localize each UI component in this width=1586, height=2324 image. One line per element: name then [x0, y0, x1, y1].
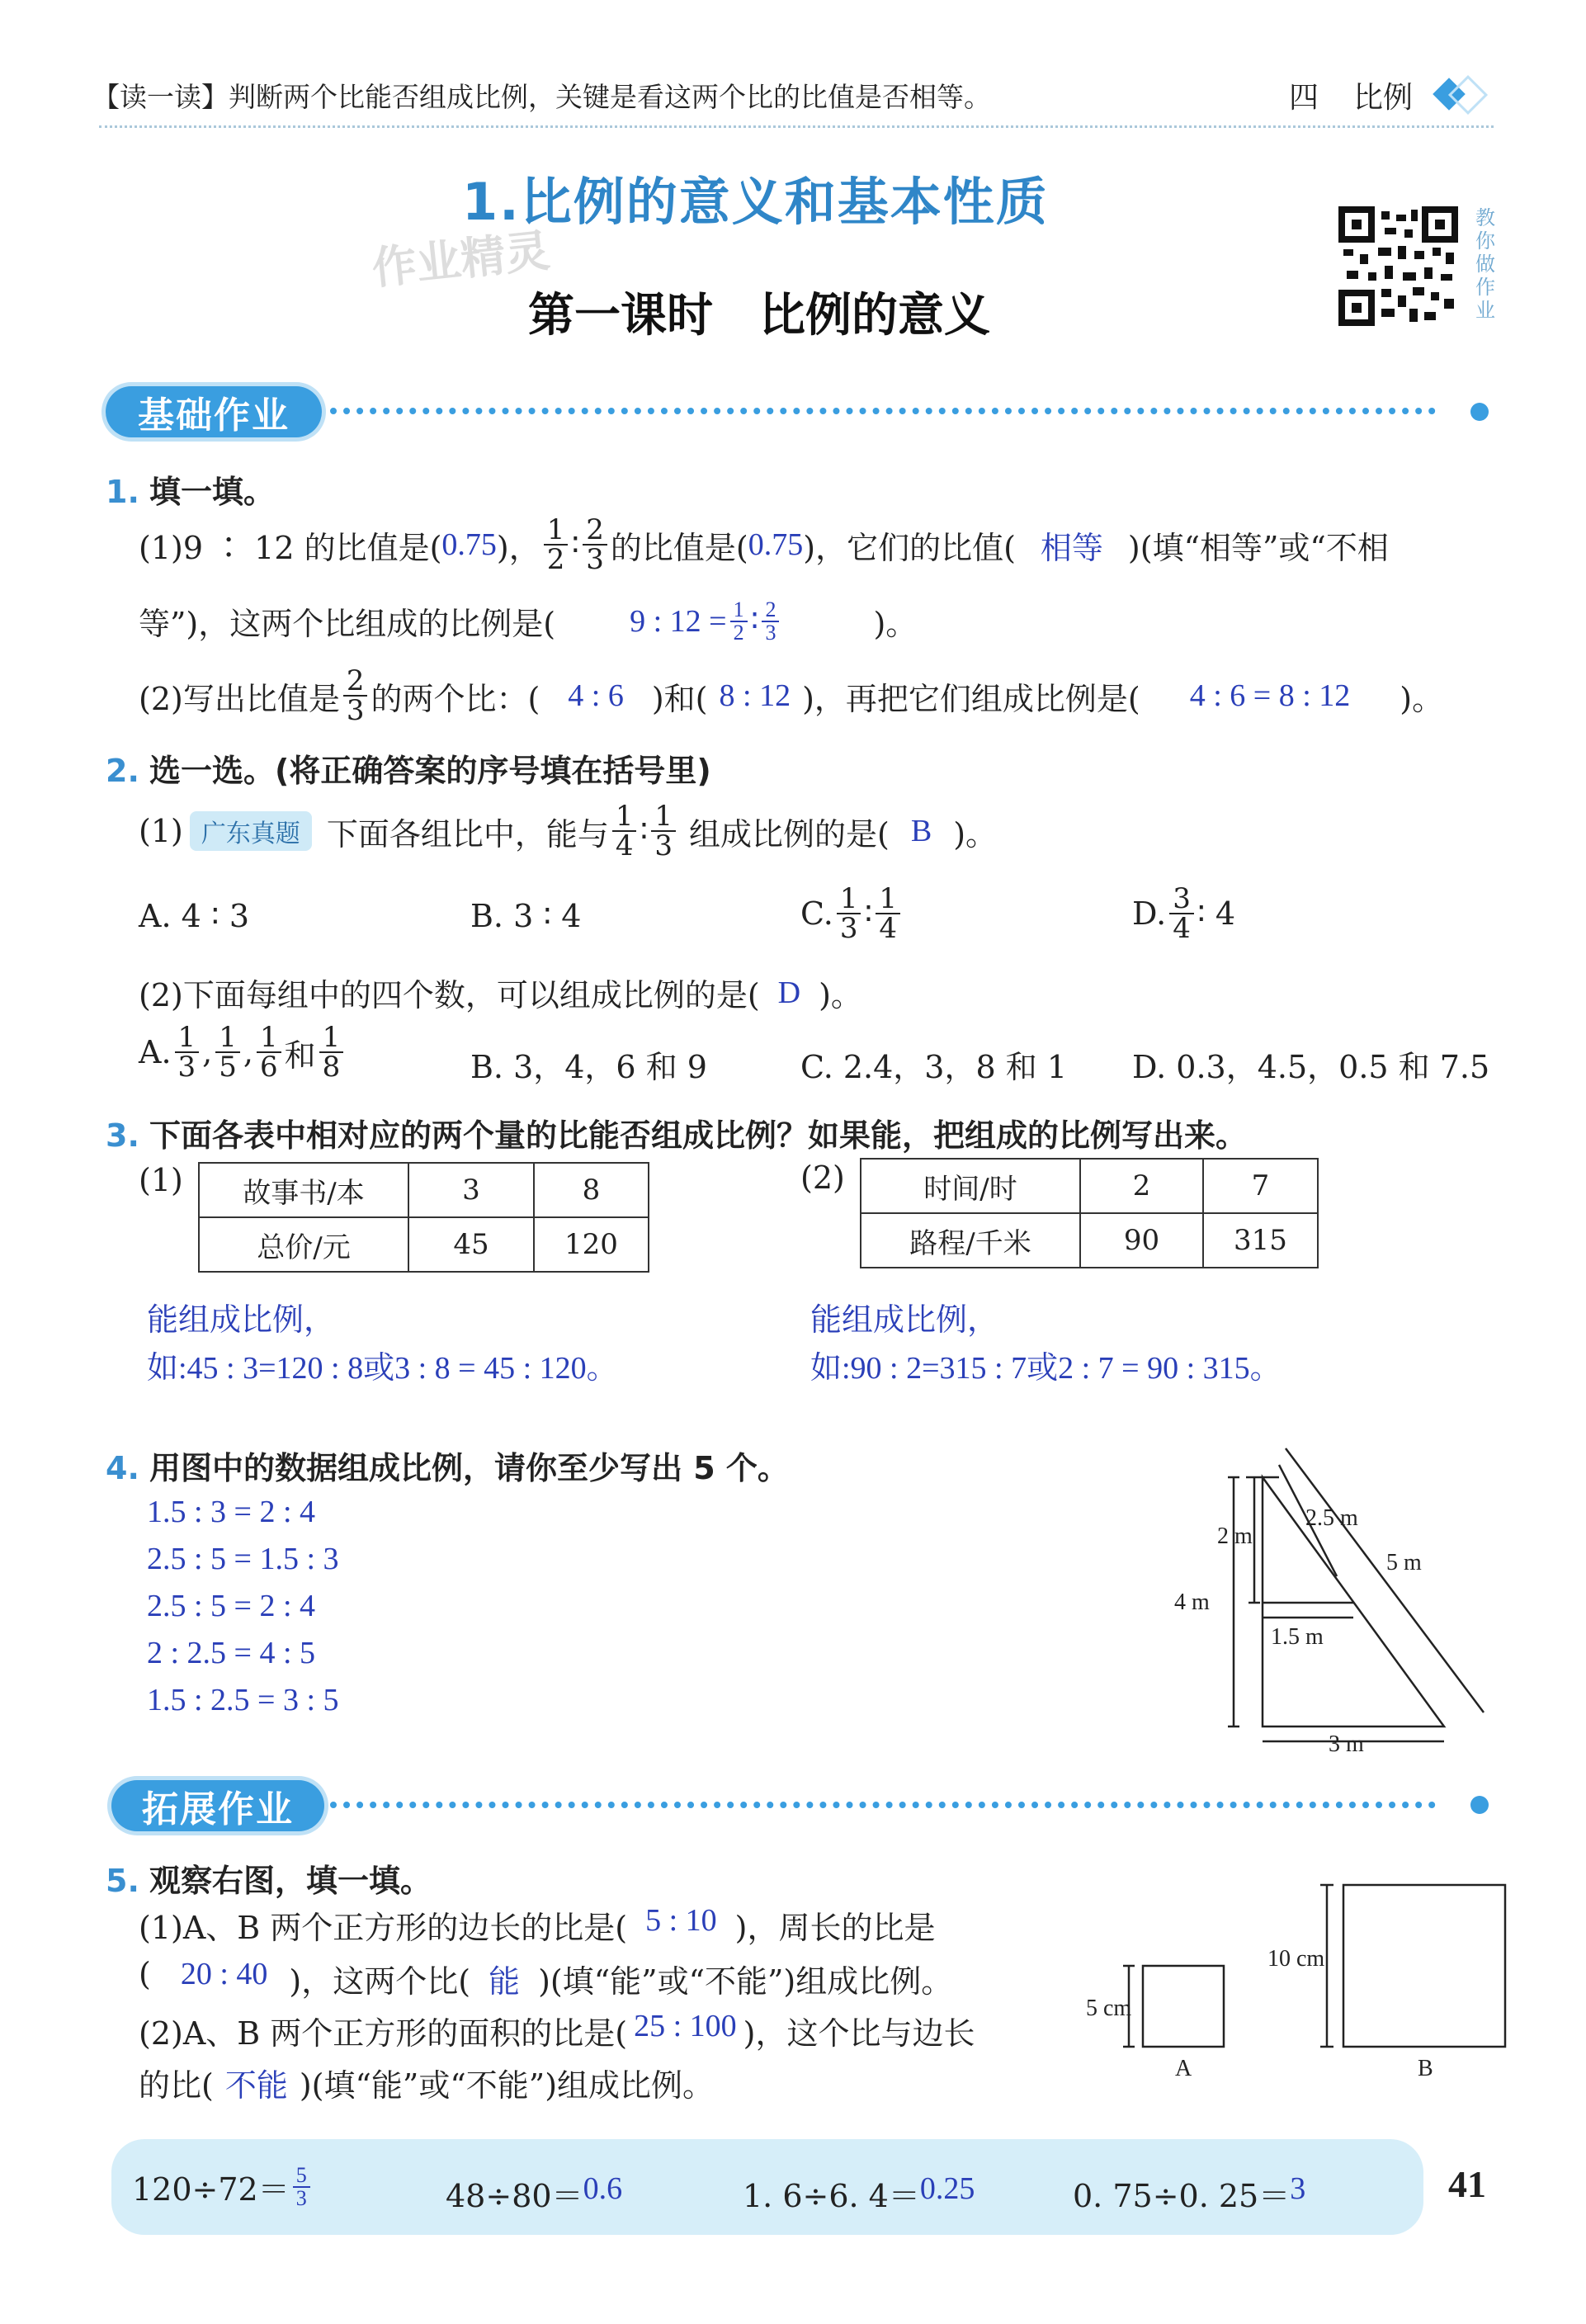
- fig-label-4m: 4 m: [1174, 1589, 1210, 1615]
- q2-p2-frac-3: $\frac{1}{6}$: [257, 1023, 281, 1081]
- footer-calc-3-answer[interactable]: 0.25: [919, 2171, 975, 2206]
- q2-part1: [139, 802, 997, 860]
- footer-calc-4-expr: 0. 75÷0. 25＝: [1073, 2178, 1291, 2214]
- footer-calc-3-expr: 1. 6÷6. 4＝: [743, 2178, 920, 2214]
- q2-p1-answer[interactable]: B: [910, 814, 932, 848]
- footer-calc-2-expr: 48÷80＝: [446, 2178, 583, 2214]
- fig-label-1-5m: 1.5 m: [1271, 1624, 1324, 1650]
- q1-part2: [139, 664, 1444, 727]
- q1-p1-fraction-2: $\frac{2}{3}$: [583, 516, 607, 574]
- diamond-outline-icon: [1448, 75, 1488, 115]
- footer-calc-3: [743, 2170, 975, 2216]
- qr-caption: 教你做作业: [1475, 206, 1495, 322]
- q2-p1-text-d: )。: [953, 815, 998, 853]
- q1-p1-text-c: 的比值是(: [610, 529, 748, 566]
- table-cell: 8: [534, 1163, 649, 1217]
- q1-p1-line2-end: )。: [873, 606, 918, 642]
- q3-answer1-line2[interactable]: 如:45 : 3=120 : 8或3 : 8 = 45 : 120。: [147, 1351, 618, 1386]
- q5-p2-text-c: 的比(: [139, 2067, 214, 2104]
- q5-p1-text-e: )(填“能”或“不能”)组成比例。: [538, 1963, 953, 2000]
- q5-p1-answer-can[interactable]: 能: [489, 1965, 521, 2000]
- q5-heading: [106, 1855, 432, 1901]
- q1-p1-answer-proportion[interactable]: 9 : 12 =: [630, 603, 727, 639]
- q5-part1-line1: [139, 1902, 936, 1948]
- section-extended-dot-end: [1470, 1796, 1489, 1814]
- q2-p1-option-c-label: C.: [800, 895, 833, 932]
- q3-answer1-line1[interactable]: 能组成比例，: [147, 1303, 336, 1338]
- q5-squares-figure: [1073, 1873, 1518, 2088]
- q5-title: 观察右图，填一填。: [149, 1863, 432, 1899]
- table-cell: 315: [1203, 1213, 1318, 1268]
- q2-p1-option-d-tail: ∶ 4: [1197, 895, 1235, 932]
- q5-p2-answer-area[interactable]: 25 : 100: [634, 2009, 737, 2043]
- q4-answer-5[interactable]: 1.5 : 2.5 = 3 : 5: [147, 1683, 339, 1717]
- square-b: [1343, 1885, 1505, 2047]
- unit-title: 比例: [1353, 81, 1414, 115]
- q1-p1-line2-text: 等”)，这两个比组成的比例是(: [139, 606, 556, 642]
- q5-part2-line1: [139, 2008, 975, 2053]
- q1-p1-answer-colon: ∶: [750, 604, 759, 639]
- page-number: 41: [1448, 2163, 1486, 2205]
- q1-p1-text-b: )，: [496, 529, 540, 566]
- q1-p2-text-b: 的两个比：(: [371, 680, 540, 717]
- q2-number: 2.: [106, 753, 139, 789]
- q5-p1-answer-perimeter[interactable]: 20 : 40: [180, 1957, 268, 1991]
- footer-calc-2: [446, 2170, 622, 2216]
- table-cell: 2: [1080, 1159, 1203, 1213]
- q1-p1-answer-ratio[interactable]: 0.75: [441, 527, 497, 562]
- table-cell: 45: [408, 1217, 534, 1272]
- q4-title: 用图中的数据组成比例，请你至少写出 5 个。: [149, 1450, 789, 1486]
- section-extended-dots: [330, 1802, 1436, 1808]
- table-cell: 3: [408, 1163, 534, 1217]
- q2-p1-option-d-frac: $\frac{3}{4}$: [1169, 885, 1194, 942]
- header-divider: [99, 125, 1494, 128]
- q3-table-2: [860, 1158, 1319, 1268]
- table-row: [861, 1159, 1318, 1213]
- footer-calc-1-expr: 120÷72＝: [132, 2171, 290, 2208]
- q2-p2-text-a: (2)下面每组中的四个数，可以组成比例的是(: [139, 977, 760, 1013]
- q1-p1-text-a: (1)9 ∶ 12 的比值是(: [139, 529, 442, 566]
- q2-p1-tag: 广东真题: [190, 811, 312, 851]
- q2-p2-frac-1: $\frac{1}{3}$: [175, 1023, 200, 1081]
- q1-title: 填一填。: [149, 474, 275, 510]
- q2-p2-frac-2: $\frac{1}{5}$: [215, 1023, 240, 1081]
- fig-label-5cm: 5 cm: [1086, 1996, 1132, 2021]
- q2-p1-option-c: [800, 882, 904, 945]
- q2-p1-option-c-frac1: $\frac{1}{3}$: [837, 885, 861, 942]
- q3-table2-label: (2): [800, 1160, 845, 1196]
- table-cell: 7: [1203, 1159, 1318, 1213]
- q1-p2-text-c: )和(: [651, 680, 708, 717]
- q2-p2-option-a-label: A.: [139, 1034, 172, 1070]
- table-cell: 路程/千米: [861, 1213, 1080, 1268]
- q1-heading: [106, 466, 275, 512]
- q4-triangle-figure: [1172, 1428, 1518, 1758]
- fig-label-3m: 3 m: [1329, 1731, 1364, 1757]
- q2-p2-frac-4: $\frac{1}{8}$: [319, 1023, 344, 1081]
- q1-part1-line1: [139, 513, 1389, 576]
- section-basic-banner: 基础作业: [106, 386, 322, 437]
- q3-table1-label: (1): [139, 1162, 183, 1198]
- q3-answer2-line1[interactable]: 能组成比例，: [810, 1303, 999, 1338]
- q2-p1-fraction-1: $\frac{1}{4}$: [612, 802, 637, 860]
- q1-p1-answer-ratio-2[interactable]: 0.75: [748, 527, 804, 562]
- q5-number: 5.: [106, 1863, 139, 1899]
- q4-answer-4[interactable]: 2 : 2.5 = 4 : 5: [147, 1636, 316, 1670]
- page-title: 1.比例的意义和基本性质: [462, 172, 1049, 232]
- qr-code-icon[interactable]: [1338, 206, 1458, 326]
- q1-p2-answer-3[interactable]: 4 : 6 = 8 : 12: [1189, 678, 1351, 713]
- table-row: [199, 1217, 649, 1272]
- q5-p1-text-b: )，周长的比是: [734, 1910, 936, 1946]
- q2-p1-option-c-frac2: $\frac{1}{4}$: [876, 885, 900, 942]
- q1-p1-answer-frac-1: $\frac{1}{2}$: [730, 599, 748, 644]
- q1-part1-line2: [139, 598, 917, 644]
- table-cell: 总价/元: [199, 1217, 408, 1272]
- q3-title: 下面各表中相对应的两个量的比能否组成比例？如果能，把组成的比例写出来。: [149, 1117, 1247, 1154]
- lesson-subtitle: 第一课时 比例的意义: [528, 289, 990, 342]
- q5-p2-text-b: )，这个比与边长: [743, 2015, 975, 2052]
- fig-label-10cm: 10 cm: [1267, 1946, 1325, 1972]
- q4-heading: [106, 1443, 789, 1488]
- fig-label-2m: 2 m: [1217, 1523, 1253, 1549]
- q3-number: 3.: [106, 1117, 139, 1154]
- q2-part2: [139, 970, 862, 1015]
- q3-heading: [106, 1110, 1247, 1155]
- footer-calc-4-answer[interactable]: 3: [1290, 2171, 1306, 2206]
- q4-answer-1[interactable]: 1.5 : 3 = 2 : 4: [147, 1495, 316, 1529]
- q3-answer2-line2[interactable]: 如:90 : 2=315 : 7或2 : 7 = 90 : 315。: [810, 1351, 1282, 1386]
- q1-p1-answer-frac-2: $\frac{2}{3}$: [762, 599, 779, 644]
- section-basic-dot-end: [1470, 403, 1489, 421]
- q2-title: 选一选。(将正确答案的序号填在括号里): [149, 753, 711, 789]
- footer-calc-1-answer[interactable]: $\frac{5}{3}$: [293, 2165, 310, 2209]
- q3-table-1: [198, 1162, 649, 1273]
- reading-tip: 【读一读】判断两个比能否组成比例，关键是看这两个比的比值是否相等。: [92, 81, 991, 113]
- q2-p1-option-d-label: D.: [1132, 895, 1167, 932]
- q1-p1-answer-equal[interactable]: 相等: [1040, 531, 1103, 566]
- table-row: [861, 1213, 1318, 1268]
- section-basic-dots: [330, 408, 1436, 414]
- q2-heading: [106, 745, 711, 791]
- fig-label-2-5m: 2.5 m: [1305, 1505, 1358, 1531]
- q2-p2-option-c: C. 2.4，3，8 和 1: [800, 1049, 1068, 1085]
- q5-part1-line2: [139, 1956, 952, 2001]
- footer-calc-1: [132, 2164, 314, 2209]
- q1-p1-text-d: )，它们的比值(: [803, 529, 1016, 566]
- q2-p1-label: (1): [139, 813, 183, 849]
- q1-p1-text-e: )(填“相等”或“不相: [1127, 529, 1389, 566]
- q1-p2-text-e: )。: [1400, 680, 1444, 717]
- table-cell: 120: [534, 1217, 649, 1272]
- q2-p1-colon: ∶: [640, 813, 649, 849]
- q2-p2-option-b: B. 3，4，6 和 9: [470, 1049, 707, 1085]
- q2-p2-text-b: )。: [819, 977, 862, 1013]
- fig-label-b: B: [1418, 2056, 1433, 2081]
- table-cell: 时间/时: [861, 1159, 1080, 1213]
- q5-part2-line2: [139, 2060, 714, 2105]
- q5-p2-answer-cannot[interactable]: 不能: [224, 2069, 288, 2104]
- q1-p2-text-a: (2)写出比值是: [139, 680, 340, 717]
- table-cell: 90: [1080, 1213, 1203, 1268]
- q1-p1-fraction-1: $\frac{1}{2}$: [544, 516, 569, 574]
- fig-label-a: A: [1175, 2056, 1192, 2081]
- q2-p2-option-a: A. $\frac{1}{3}$ , $\frac{1}{5}$ , $\frac{1}{6}$ 和 $\frac{1}{8}$: [139, 1023, 347, 1081]
- square-a: [1143, 1966, 1224, 2047]
- q5-p2-text-a: (2)A、B 两个正方形的面积的比是(: [139, 2015, 628, 2052]
- q1-p2-answer-2[interactable]: 8 : 12: [719, 678, 791, 713]
- q1-p2-answer-1[interactable]: 4 : 6: [568, 678, 624, 713]
- q2-p1-text-b: 下面各组比中，能与: [326, 815, 609, 853]
- q1-p2-text-d: )，再把它们组成比例是(: [802, 680, 1140, 717]
- q5-p1-answer-side[interactable]: 5 : 10: [645, 1903, 717, 1938]
- section-extended-banner: 拓展作业: [111, 1780, 324, 1831]
- table-cell: 故事书/本: [199, 1163, 408, 1217]
- q4-number: 4.: [106, 1450, 139, 1486]
- unit-number: 四: [1289, 81, 1319, 115]
- q4-answer-3[interactable]: 2.5 : 5 = 2 : 4: [147, 1589, 316, 1623]
- q2-p2-option-a-and: 和: [284, 1037, 316, 1074]
- table-row: [199, 1163, 649, 1217]
- q5-p2-text-d: )(填“能”或“不能”)组成比例。: [299, 2067, 715, 2104]
- footer-calc-4: [1073, 2170, 1305, 2216]
- fig-label-5m: 5 m: [1386, 1550, 1422, 1575]
- q4-answer-2[interactable]: 2.5 : 5 = 1.5 : 3: [147, 1542, 339, 1576]
- q2-p1-text-c: 组成比例的是(: [689, 815, 890, 853]
- q1-p1-colon: ∶: [571, 527, 580, 563]
- q2-p1-fraction-2: $\frac{1}{3}$: [651, 802, 676, 860]
- q2-p1-option-c-colon: ∶: [864, 895, 873, 932]
- q1-number: 1.: [106, 474, 139, 510]
- q2-p2-answer[interactable]: D: [777, 975, 801, 1010]
- q5-p1-text-c: (: [139, 1956, 151, 1992]
- q5-p1-text-a: (1)A、B 两个正方形的边长的比是(: [139, 1910, 628, 1946]
- q1-p2-fraction: $\frac{2}{3}$: [343, 667, 368, 725]
- q2-p1-option-a: A. 4 ∶ 3: [139, 898, 250, 934]
- footer-calc-2-answer[interactable]: 0.6: [583, 2171, 623, 2206]
- watermark: 作业精灵: [369, 224, 553, 295]
- q5-p1-text-d: )，这两个比(: [289, 1963, 471, 2000]
- q2-p2-option-d: D. 0.3，4.5，0.5 和 7.5: [1132, 1049, 1490, 1085]
- q2-p1-option-b: B. 3 ∶ 4: [470, 898, 582, 934]
- q2-p1-option-d: [1132, 882, 1235, 945]
